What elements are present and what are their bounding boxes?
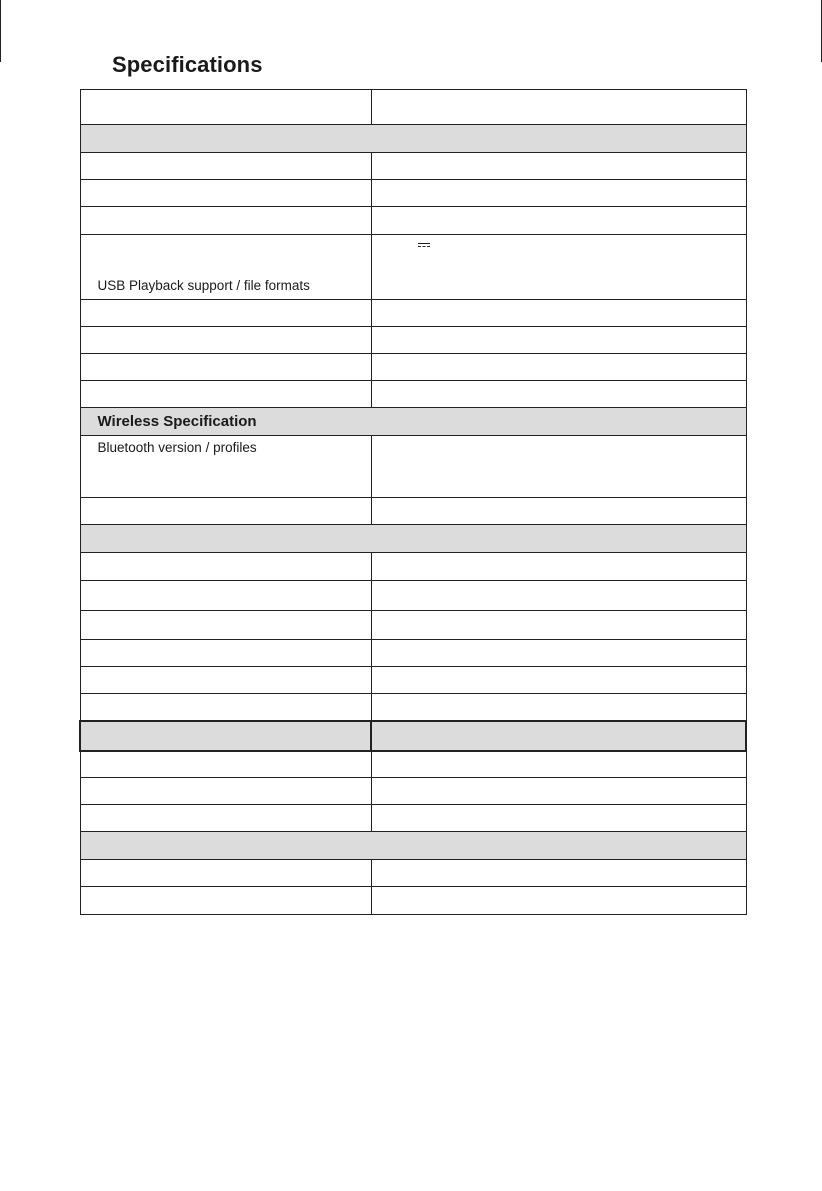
section-label <box>80 525 746 553</box>
spec-label <box>80 667 371 694</box>
spec-value <box>371 436 746 498</box>
table-row <box>80 553 746 581</box>
spec-label <box>80 778 371 805</box>
spec-label <box>80 553 371 581</box>
spec-label <box>80 354 371 381</box>
spec-label <box>80 153 371 180</box>
spec-value <box>371 498 746 525</box>
table-row <box>80 751 746 778</box>
spec-value <box>371 611 746 640</box>
table-row <box>80 581 746 611</box>
spec-value <box>371 327 746 354</box>
table-row <box>80 153 746 180</box>
section-label: Wireless Specification <box>80 408 746 436</box>
spec-value <box>371 581 746 611</box>
table-row <box>80 611 746 640</box>
spec-label <box>80 694 371 721</box>
spec-label <box>80 327 371 354</box>
spec-value <box>371 778 746 805</box>
spec-value <box>371 180 746 207</box>
page-title: Specifications <box>112 52 263 77</box>
spec-label <box>80 300 371 327</box>
spec-value <box>371 805 746 832</box>
spec-label <box>80 581 371 611</box>
subheader-row <box>80 721 746 751</box>
spec-value <box>371 207 746 235</box>
spec-value <box>371 751 746 778</box>
spec-label <box>80 805 371 832</box>
spec-value <box>371 860 746 887</box>
table-row <box>80 180 746 207</box>
spec-value <box>371 694 746 721</box>
spec-label <box>80 860 371 887</box>
section-header <box>80 125 746 153</box>
spec-label <box>80 640 371 667</box>
table-row <box>80 498 746 525</box>
table-row <box>80 694 746 721</box>
spec-value <box>371 153 746 180</box>
table-row <box>80 805 746 832</box>
spec-label <box>80 381 371 408</box>
table-row <box>80 887 746 915</box>
spec-label <box>80 751 371 778</box>
spec-value <box>371 381 746 408</box>
crop-mark-left <box>0 0 2 62</box>
subheader-label <box>80 721 371 751</box>
spec-label <box>80 498 371 525</box>
table-row <box>80 300 746 327</box>
table-row <box>80 436 746 498</box>
section-label <box>80 832 746 860</box>
table-row <box>80 354 746 381</box>
table-row <box>80 667 746 694</box>
table-row <box>80 640 746 667</box>
table-row <box>80 860 746 887</box>
section-label <box>80 125 746 153</box>
section-header <box>80 832 746 860</box>
spec-value <box>371 887 746 915</box>
dc-symbol-icon <box>418 243 430 249</box>
table-row <box>80 235 746 300</box>
table-row <box>80 327 746 354</box>
spec-label <box>80 207 371 235</box>
table-row <box>80 207 746 235</box>
table-row <box>80 778 746 805</box>
spec-value <box>371 90 746 125</box>
spec-label <box>80 180 371 207</box>
spec-label: Bluetooth version / profiles <box>80 436 371 498</box>
specifications-table <box>79 89 747 915</box>
table-row <box>80 90 746 125</box>
section-header <box>80 525 746 553</box>
spec-label <box>80 90 371 125</box>
subheader-value <box>371 721 746 751</box>
spec-label <box>80 611 371 640</box>
spec-value <box>371 640 746 667</box>
spec-value <box>371 354 746 381</box>
spec-value <box>371 667 746 694</box>
spec-label: USB Playback support / file formats <box>80 235 371 300</box>
spec-label <box>80 887 371 915</box>
spec-value <box>371 553 746 581</box>
spec-value <box>371 300 746 327</box>
table-row <box>80 381 746 408</box>
section-header-wireless <box>80 408 746 436</box>
